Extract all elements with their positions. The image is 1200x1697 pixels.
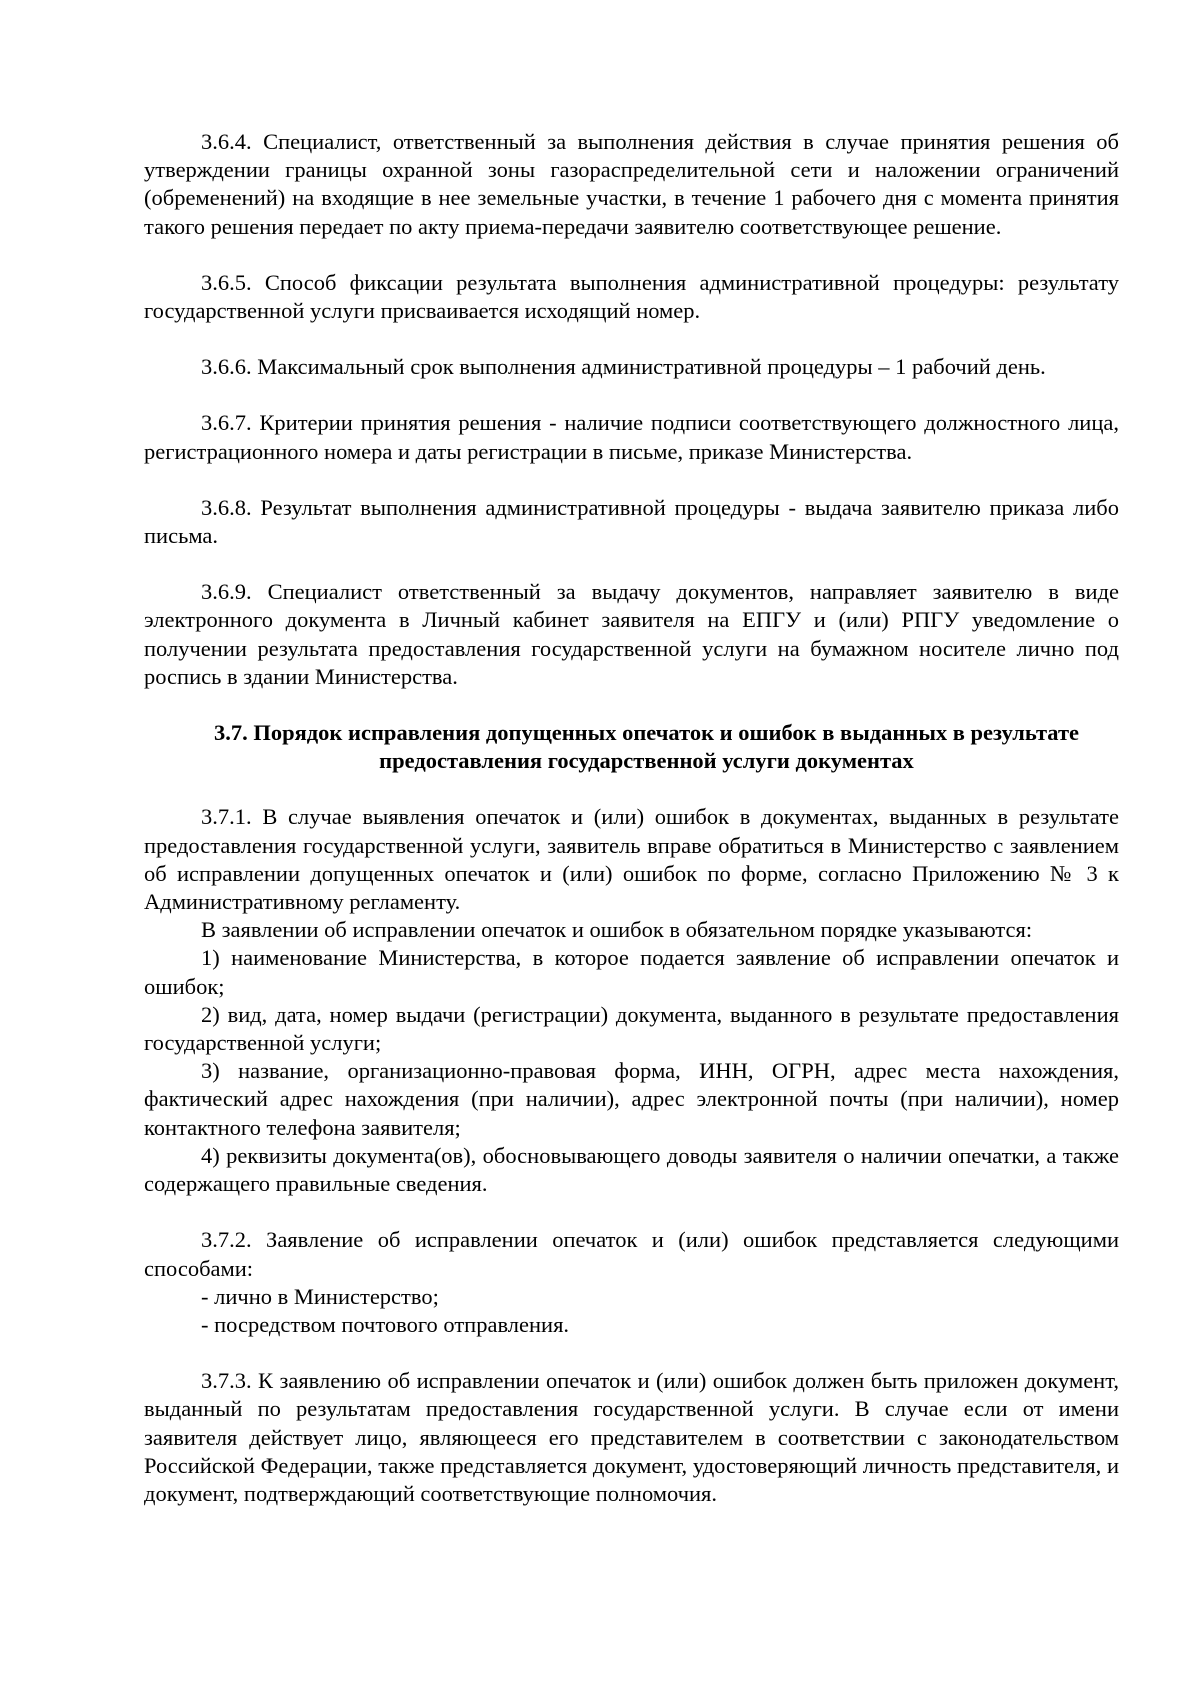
paragraph-3-6-8: 3.6.8. Результат выполнения административной процедуры - выдача заявителю приказа либо письма. bbox=[144, 494, 1119, 549]
paragraph-3-7-1: 3.7.1. В случае выявления опечаток и (или) ошибок в документах, выданных в результате предоставления государственной услуги, заявитель вправе обратиться в Министерство с заявлением об исправлении допущенных опечаток и (или) ошибок по форме, согласно Приложению № 3 к Административному регламенту. bbox=[144, 804, 1119, 915]
section-heading-wrap bbox=[144, 719, 1119, 775]
paragraph-3-6-6: 3.6.6. Максимальный срок выполнения административной процедуры – 1 рабочий день. bbox=[201, 354, 1046, 380]
list-item-3-7-2-2: - посредством почтового отправления. bbox=[201, 1311, 570, 1337]
list-item-3-7-1-4: 4) реквизиты документа(ов), обосновывающего доводы заявителя о наличии опечатки, а также содержащего правильные сведения. bbox=[144, 1142, 1119, 1197]
paragraph-3-7-2: 3.7.2. Заявление об исправлении опечаток и (или) ошибок представляется следующими способами: bbox=[144, 1227, 1119, 1281]
paragraph-3-6-5: 3.6.5. Способ фиксации результата выполнения административной процедуры: результату государственной услуги присваивается исходящий номер. bbox=[144, 269, 1119, 324]
paragraph-3-6-9: 3.6.9. Специалист ответственный за выдачу документов, направляет заявителю в виде электронного документа в Личный кабинет заявителя на ЕПГУ и (или) РПГУ уведомление о получении результата предоставления государственной услуги на бумажном носителе лично под роспись в здании Министерства. bbox=[144, 579, 1119, 689]
paragraph-3-6-7: 3.6.7. Критерии принятия решения - наличие подписи соответствующего должностного лица, регистрационного номера и даты регистрации в письме, приказе Министерства. bbox=[144, 410, 1119, 464]
paragraph-3-7-1-intro: В заявлении об исправлении опечаток и ошибок в обязательном порядке указываются: bbox=[201, 917, 1033, 943]
list-item-3-7-1-1: 1) наименование Министерства, в которое подается заявление об исправлении опечаток и ошибок; bbox=[144, 945, 1119, 999]
list-item-3-7-2-1: - лично в Министерство; bbox=[201, 1283, 439, 1309]
list-item-3-7-1-2: 2) вид, дата, номер выдачи (регистрации) документа, выданного в результате предоставления государственной услуги; bbox=[144, 1001, 1119, 1056]
section-heading-3-7: 3.7. Порядок исправления допущенных опечаток и ошибок в выданных в результате предоставления государственной услуги документах bbox=[213, 720, 1079, 774]
paragraph-3-7-3: 3.7.3. К заявлению об исправлении опечаток и (или) ошибок должен быть приложен документ, выданный по результатам предоставления государственной услуги. В случае если от имени заявителя действует лицо, являющееся его представителем в соответствии с законодательством Российской Федерации, также представляется документ, удостоверяющий личность представителя, и документ, подтверждающий соответствующие полномочия. bbox=[144, 1368, 1119, 1506]
list-item-3-7-1-3: 3) название, организационно-правовая форма, ИНН, ОГРН, адрес места нахождения, фактический адрес нахождения (при наличии), адрес электронной почты (при наличии), номер контактного телефона заявителя; bbox=[144, 1058, 1119, 1140]
paragraph-3-6-4: 3.6.4. Специалист, ответственный за выполнения действия в случае принятия решения об утверждении границы охранной зоны газораспределительной сети и наложении ограничений (обременений) на входящие в нее земельные участки, в течение 1 рабочего дня с момента принятия такого решения передает по акту приема-передачи заявителю соответствующее решение. bbox=[144, 129, 1119, 239]
document-body bbox=[144, 128, 1119, 1508]
